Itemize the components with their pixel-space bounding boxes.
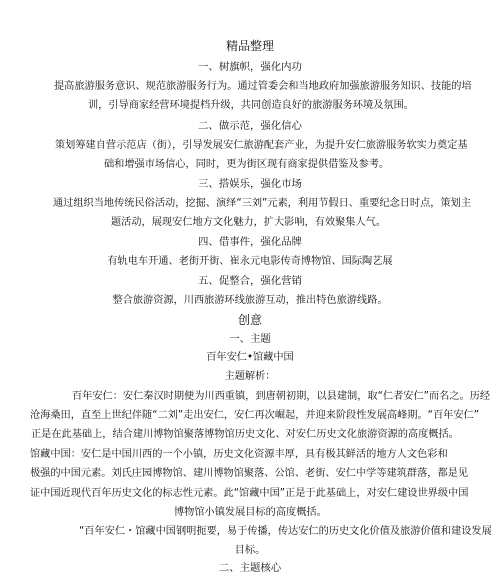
section-5-line-1: 整合旅游资源，川西旅游环线旅游互动，推出特色旅游线路。 bbox=[112, 295, 388, 306]
section-2-heading: 二、做示范，强化信心 bbox=[198, 120, 302, 132]
para-2-line-3: 证中国近现代百年历史文化的标志性元素。此“馆藏中国”正是于此基础上，对安仁建设世界级中国 bbox=[30, 488, 469, 499]
para-2-line-1: 馆藏中国：安仁是中国川西的一个小镇，历史文化资源丰厚，具有极其鲜活的地方人文色彩和 bbox=[30, 449, 448, 460]
section-3-line-1: 通过组织当地传统民俗活动，挖掘、演绎“三刘”元素，利用节假日、重要纪念日时点，策划主 bbox=[53, 198, 472, 209]
section-1-line-2: 训，引导商家经营环境提档升级，共同创造良好的旅游服务环境及氛围。 bbox=[88, 100, 414, 111]
section-2-line-1: 策划筹建自营示范店（街），引导发展安仁旅游配套产业，为提升安仁旅游服务软实力奠定基 bbox=[55, 140, 468, 151]
section-1-heading: 一、树旗帜，强化内功 bbox=[198, 61, 302, 73]
section-3-line-2: 题活动，展现安仁地方文化魅力，扩大影响，有效聚集人气。 bbox=[111, 217, 387, 228]
creative-sub-heading-2: 二、主题核心 bbox=[218, 562, 282, 574]
section-4-heading: 四、借事件，强化品牌 bbox=[198, 236, 302, 248]
para-1-line-2: 沧海桑田，直至上世纪伴随“二刘”走出安仁，安仁再次崛起，并迎来阶段性发展高峰期。“百年安仁” bbox=[30, 410, 479, 421]
para-2-line-4: 博物馆小镇发展目标的高度概括。 bbox=[174, 507, 327, 518]
para-3-line-1: “百年安仁・馆藏中国钢明扼要，易于传播，传达安仁的历史文化价值及旅游价值和建设发展 bbox=[79, 526, 492, 537]
section-3-heading: 三、搭娱乐，强化市场 bbox=[198, 178, 302, 190]
section-2-line-2: 础和增强市场信心，同时，更为街区现有商家提供借鉴及参考。 bbox=[104, 159, 390, 170]
section-4-line-1: 有轨电车开通、老街开街、崔永元电影传奇博物馆、国际陶艺展 bbox=[107, 256, 393, 267]
theme-analysis-label: 主题解析： bbox=[224, 371, 276, 382]
para-2-line-2: 极强的中国元素。刘氏庄园博物馆、建川博物馆聚落、公馆、老街、安仁中学等建筑群落，都是见 bbox=[30, 468, 469, 479]
creative-sub-heading-1: 一、主题 bbox=[229, 333, 271, 345]
creative-heading: 创意 bbox=[237, 313, 262, 327]
creative-theme: 百年安仁•馆藏中国 bbox=[206, 352, 294, 363]
para-1-line-1: 百年安仁：安仁秦汉时期便为川西重镇，到唐朝初期，以县建制，取“仁者安仁”而名之。历经 bbox=[72, 391, 491, 402]
section-5-heading: 五、促整合，强化营销 bbox=[198, 275, 302, 287]
page-title: 精品整理 bbox=[225, 39, 274, 53]
section-1-line-1: 提高旅游服务意识、规范旅游服务行为。通过管委会和当地政府加强旅游服务知识、技能的培 bbox=[54, 81, 472, 92]
para-1-line-3: 正是在此基础上，结合建川博物馆聚落博物馆历史文化、对安仁历史文化旅游资源的高度概括。 bbox=[31, 429, 459, 440]
para-3-line-2: 目标。 bbox=[234, 545, 266, 556]
